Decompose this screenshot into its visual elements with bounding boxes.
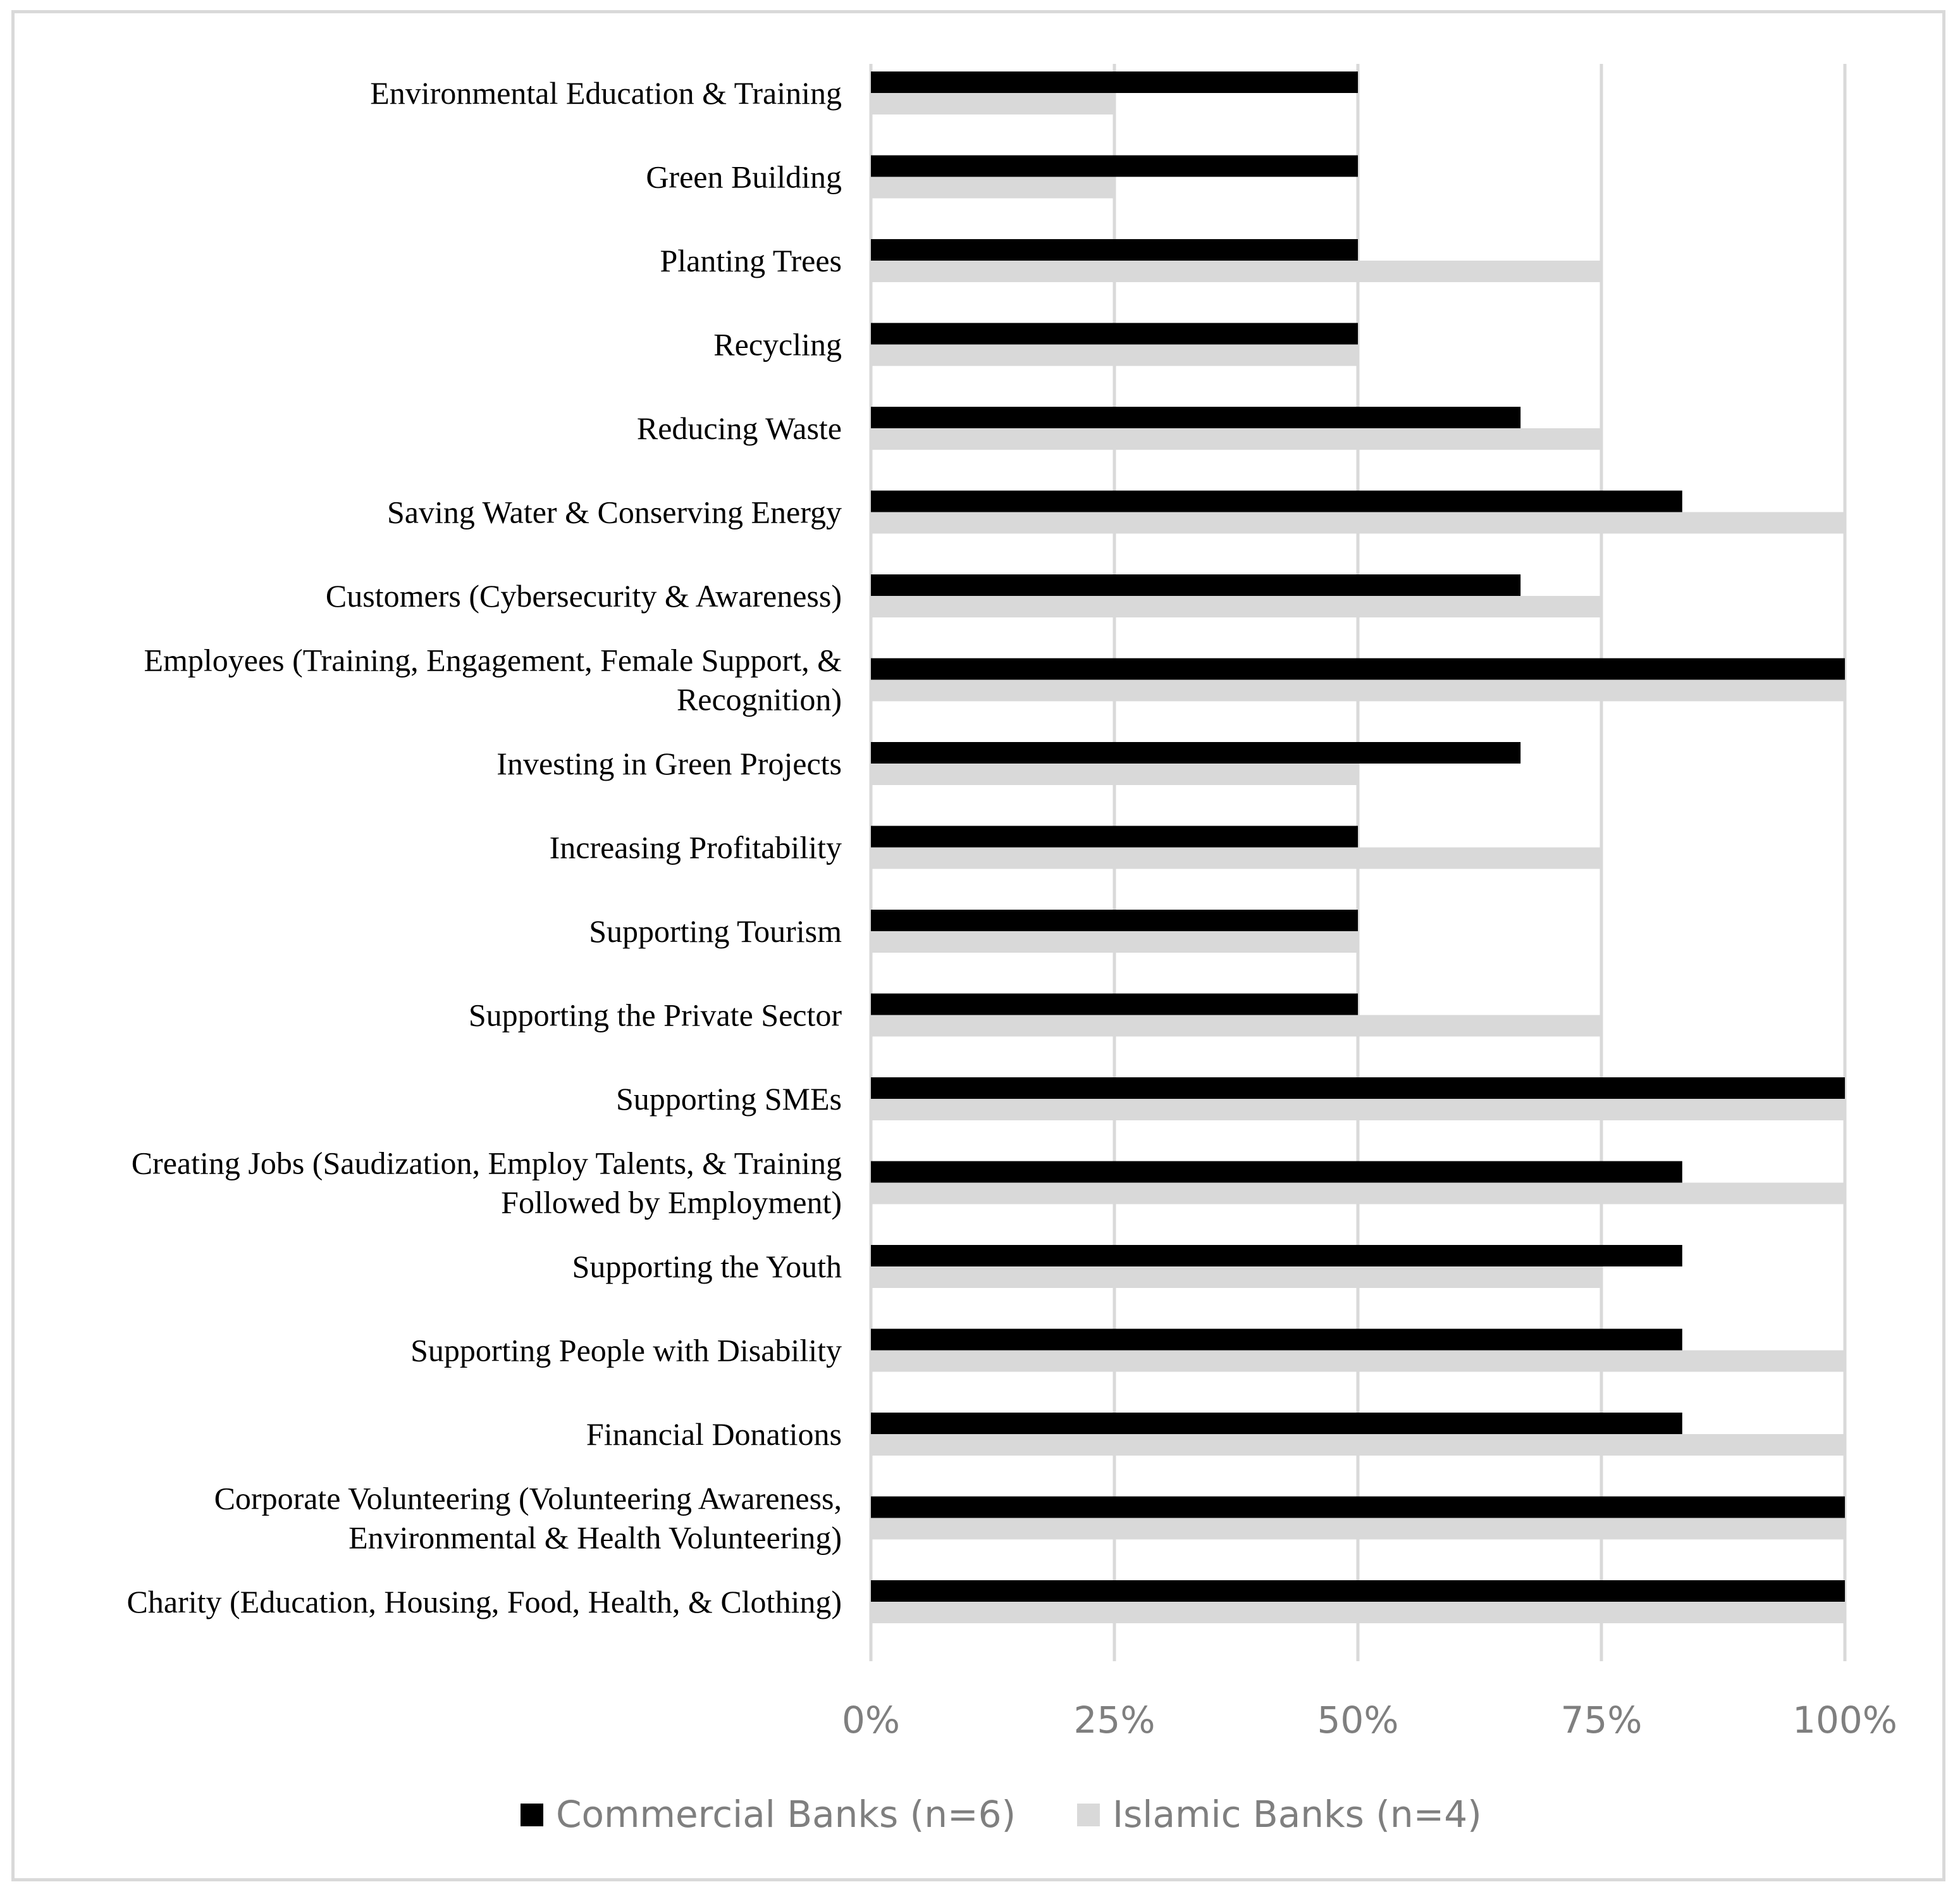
category-label: Recycling: [713, 326, 842, 362]
category-label: Supporting the Private Sector: [468, 997, 842, 1033]
category-labels: [127, 75, 842, 1619]
bar-islamic-banks: [871, 1266, 1601, 1288]
bar-commercial-banks: [871, 659, 1845, 680]
bar-islamic-banks: [871, 93, 1114, 115]
category-label: Supporting Tourism: [589, 913, 842, 949]
x-tick-label: 0%: [841, 1699, 901, 1742]
category-label: Reducing Waste: [636, 411, 842, 446]
bar-chart: [15, 13, 1949, 1885]
legend-swatch-commercial: [521, 1804, 543, 1826]
bar-islamic-banks: [871, 596, 1601, 617]
x-tick-label: 100%: [1792, 1699, 1897, 1742]
category-label: Planting Trees: [660, 243, 842, 278]
bar-commercial-banks: [871, 71, 1358, 93]
category-label: Increasing Profitability: [549, 829, 842, 865]
bar-commercial-banks: [871, 1413, 1682, 1434]
bar-commercial-banks: [871, 323, 1358, 345]
category-label: Corporate Volunteering (Volunteering Awareness,: [214, 1480, 842, 1516]
category-label: Environmental & Health Volunteering): [348, 1520, 842, 1556]
legend-label-islamic: Islamic Banks (n=4): [1113, 1793, 1482, 1836]
category-label: Recognition): [676, 681, 842, 717]
category-label: Employees (Training, Engagement, Female Support, &: [144, 642, 842, 678]
bar-commercial-banks: [871, 994, 1358, 1015]
bar-commercial-banks: [871, 1161, 1682, 1183]
category-label: Supporting SMEs: [615, 1081, 842, 1117]
bar-islamic-banks: [871, 1099, 1845, 1120]
bar-commercial-banks: [871, 574, 1520, 596]
bar-commercial-banks: [871, 1245, 1682, 1266]
category-label: Saving Water & Conserving Energy: [386, 494, 842, 530]
x-axis-tick-labels: [842, 1699, 1897, 1742]
category-label: Environmental Education & Training: [370, 75, 842, 111]
bar-islamic-banks: [871, 1015, 1601, 1037]
bar-islamic-banks: [871, 1518, 1845, 1540]
bar-islamic-banks: [871, 931, 1358, 953]
category-label: Supporting the Youth: [572, 1249, 842, 1284]
bar-islamic-banks: [871, 764, 1358, 785]
bar-islamic-banks: [871, 177, 1114, 199]
category-label: Investing in Green Projects: [496, 746, 842, 781]
legend-swatch-islamic: [1077, 1804, 1100, 1826]
legend-label-commercial: Commercial Banks (n=6): [556, 1793, 1016, 1836]
bar-islamic-banks: [871, 680, 1845, 702]
bar-commercial-banks: [871, 826, 1358, 848]
x-tick-label: 50%: [1317, 1699, 1399, 1742]
bar-islamic-banks: [871, 1602, 1845, 1623]
legend: [521, 1793, 1482, 1836]
category-label: Creating Jobs (Saudization, Employ Talents, & Training: [131, 1145, 842, 1181]
bar-commercial-banks: [871, 407, 1520, 428]
category-label: Financial Donations: [586, 1416, 842, 1452]
bar-islamic-banks: [871, 1183, 1845, 1204]
bar-islamic-banks: [871, 428, 1601, 450]
category-label: Followed by Employment): [501, 1184, 842, 1220]
bar-commercial-banks: [871, 1497, 1845, 1518]
bar-islamic-banks: [871, 1351, 1845, 1372]
bar-commercial-banks: [871, 156, 1358, 177]
bar-islamic-banks: [871, 261, 1601, 282]
bar-islamic-banks: [871, 1434, 1845, 1456]
bar-commercial-banks: [871, 910, 1358, 931]
bar-islamic-banks: [871, 512, 1845, 534]
category-label: Charity (Education, Housing, Food, Health, & Clothing): [126, 1584, 842, 1619]
bar-commercial-banks: [871, 491, 1682, 512]
category-label: Customers (Cybersecurity & Awareness): [325, 578, 842, 614]
bar-islamic-banks: [871, 848, 1601, 869]
bar-islamic-banks: [871, 345, 1358, 366]
bar-commercial-banks: [871, 1580, 1845, 1602]
category-label: Supporting People with Disability: [410, 1332, 842, 1368]
bar-commercial-banks: [871, 1329, 1682, 1351]
bar-commercial-banks: [871, 742, 1520, 764]
x-tick-label: 25%: [1073, 1699, 1156, 1742]
bar-commercial-banks: [871, 1077, 1845, 1099]
bar-commercial-banks: [871, 239, 1358, 261]
category-label: Green Building: [646, 159, 842, 195]
x-tick-label: 75%: [1560, 1699, 1643, 1742]
chart-container: [11, 10, 1945, 1881]
